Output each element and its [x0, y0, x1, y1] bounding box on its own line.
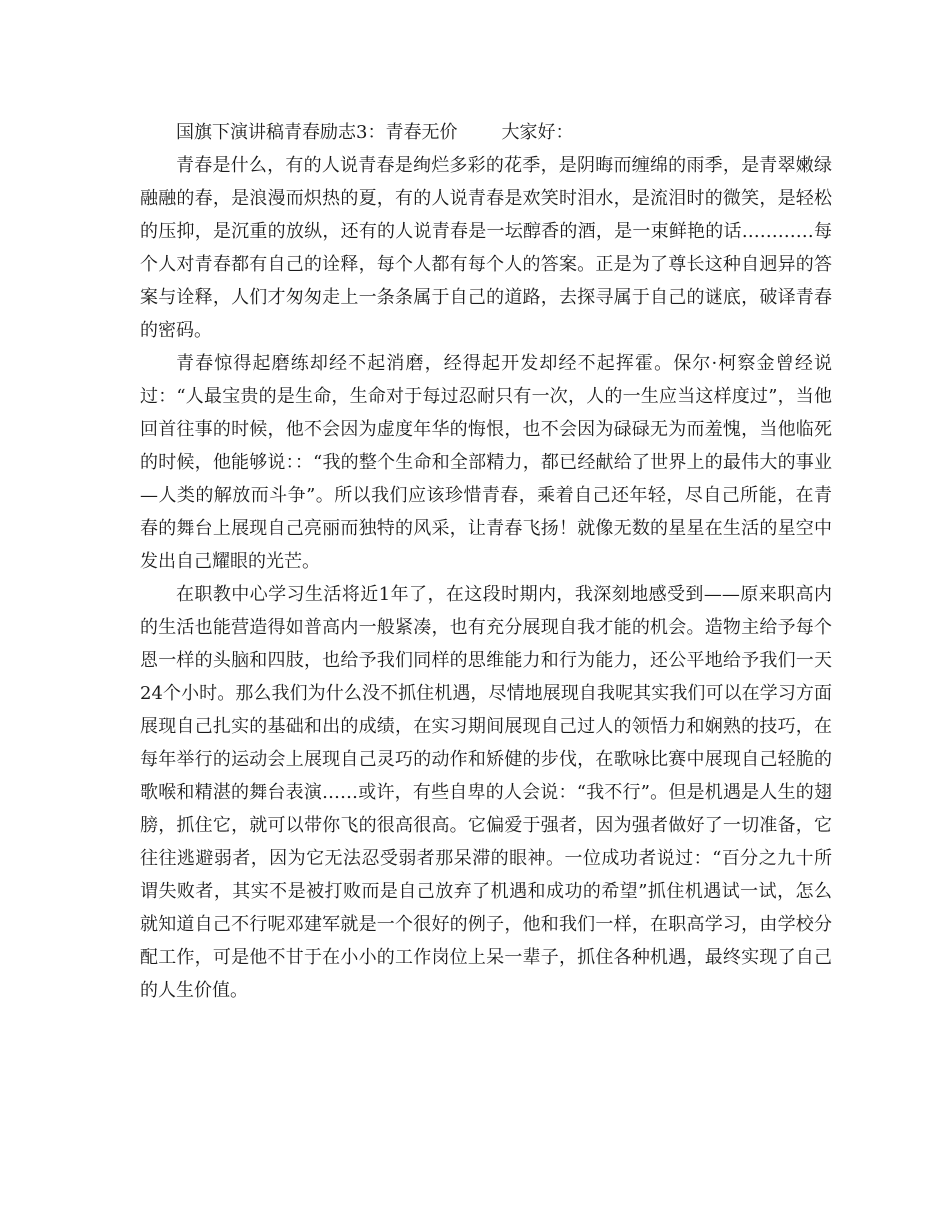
paragraph-2: 青春惊得起磨练却经不起消磨，经得起开发却经不起挥霍。保尔·柯察金曾经说过：“人最宝贵的是生命，生命对于每过忍耐只有一次，人的一生应当这样度过”，当他回首往事的时候，他不会因为虚度年华的悔恨，也不会因为碌碌无为而羞愧，当他临死的时候，他能够说：：“我的整个生命和全部精力，都已经献给了世界上的最伟大的事业—人类的解放而斗争”。所以我们应该珍惜青春，乘着自己还年轻，尽自己所能，在青春的舞台上展现自己亮丽而独特的风采，让青春飞扬！就像无数的星星在生活的星空中发出自己耀眼的光芒。: [140, 353, 832, 572]
document-title: 国旗下演讲稿青春励志3：青春无价: [176, 122, 458, 143]
title-line: [140, 116, 832, 149]
greeting: 大家好：: [501, 122, 574, 143]
document-body: [140, 116, 832, 1007]
paragraph-1: 青春是什么，有的人说青春是绚烂多彩的花季，是阴晦而缠绵的雨季，是青翠嫩绿融融的春，是浪漫而炽热的夏，有的人说青春是欢笑时泪水，是流泪时的微笑，是轻松的压抑，是沉重的放纵，还有的人说青春是一坛醇香的酒，是一束鲜艳的话…………每个人对青春都有自己的诠释，每个人都有每个人的答案。正是为了尊长这种自迥异的答案与诠释，人们才匆匆走上一条条属于自己的道路，去探寻属于自己的谜底，破译青春的密码。: [140, 155, 832, 341]
paragraph-3: 在职教中心学习生活将近1年了，在这段时期内，我深刻地感受到——原来职高内的生活也能营造得如普高内一般紧凑，也有充分展现自我才能的机会。造物主给予每个恩一样的头脑和四肢，也给予我们同样的思维能力和行为能力，还公平地给予我们一天24个小时。那么我们为什么没不抓住机遇，尽情地展现自我呢其实我们可以在学习方面展现自己扎实的基础和出的成绩，在实习期间展现自己过人的领悟力和娴熟的技巧，在每年举行的运动会上展现自己灵巧的动作和矫健的步伐，在歌咏比赛中展现自己轻脆的歌喉和精湛的舞台表演……或许，有些自卑的人会说：“我不行”。但是机遇是人生的翅膀，抓住它，就可以带你飞的很高很高。它偏爱于强者，因为强者做好了一切准备，它往往逃避弱者，因为它无法忍受弱者那呆滞的眼神。一位成功者说过：“百分之九十所谓失败者，其实不是被打败而是自己放弃了机遇和成功的希望”抓住机遇试一试，怎么就知道自己不行呢邓建军就是一个很好的例子，他和我们一样，在职高学习，由学校分配工作，可是他不甘于在小小的工作岗位上呆一辈子，抓住各种机遇，最终实现了自己的人生价值。: [140, 584, 832, 1001]
